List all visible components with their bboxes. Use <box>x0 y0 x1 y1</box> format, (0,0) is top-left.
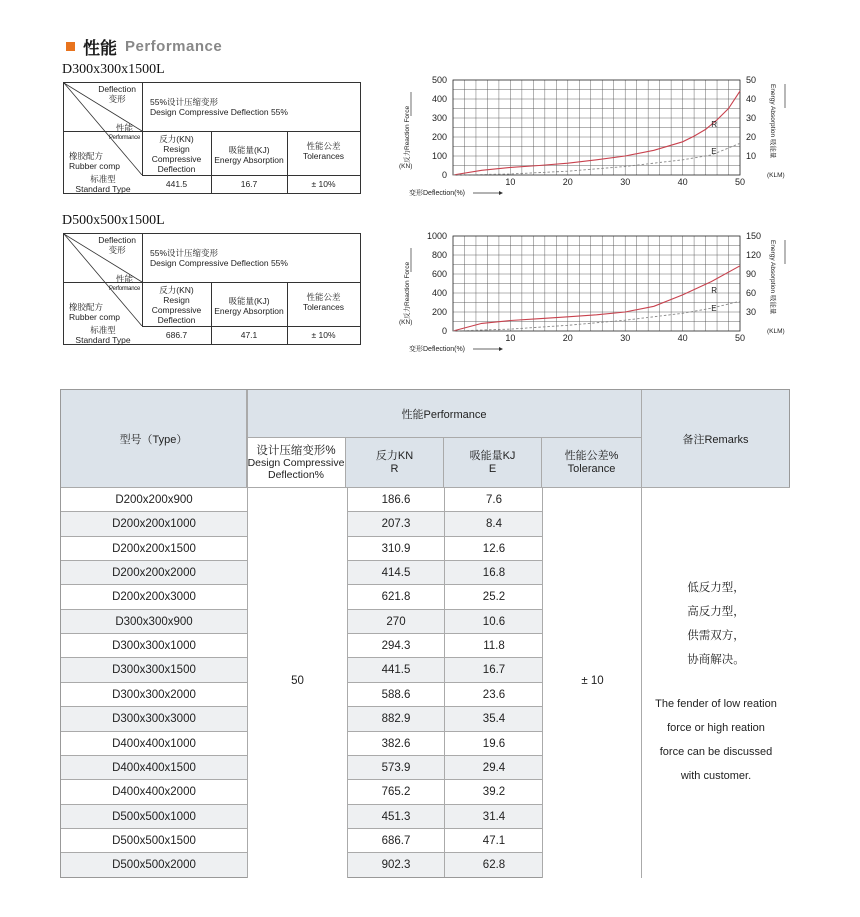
section-title-en: Performance <box>125 38 223 55</box>
performance-en: Performance <box>108 286 140 292</box>
model-title: D300x300x1500L <box>62 62 165 77</box>
remarks-en-line: force can be discussed <box>659 746 773 758</box>
x-tick-label: 30 <box>620 177 631 187</box>
performance-chart-d500 <box>395 228 795 358</box>
reaction-cell: 588.6 <box>346 683 445 707</box>
x-tick-label: 20 <box>562 177 573 187</box>
reaction-header-en2: Compressive <box>151 154 202 164</box>
x-tick-label: 40 <box>677 333 688 343</box>
y-tick-label: 0 <box>441 170 447 180</box>
y-axis-unit: (KN) <box>399 319 413 326</box>
remarks-zh-line: 高反力型， <box>687 606 745 618</box>
energy-header-zh: 吸能量(KJ) <box>228 145 270 155</box>
tolerance-header-en: Tolerances <box>302 302 345 312</box>
deflection-zh: 变形 <box>108 94 126 104</box>
header-remarks <box>641 390 789 487</box>
energy-cell: 10.6 <box>444 610 543 634</box>
x-axis-arrow-head-icon <box>499 347 503 351</box>
tolerance-value: ± 10% <box>311 179 336 189</box>
rubber-label <box>69 151 120 171</box>
header-performance <box>247 390 641 438</box>
reaction-header <box>142 285 211 325</box>
reaction-cell: 441.5 <box>346 658 445 682</box>
reaction-header-en3: Deflection <box>157 315 196 325</box>
diagonal-header <box>64 83 143 175</box>
energy-cell: 25.2 <box>444 585 543 609</box>
reaction-header-en1: Resign <box>163 295 190 305</box>
remarks-en-line: force or high reation <box>667 722 765 734</box>
y2-axis-label: Energy Absorption 吸能量 <box>769 240 776 315</box>
energy-cell: 16.7 <box>444 658 543 682</box>
y2-tick-label: 20 <box>746 132 757 142</box>
standard-label <box>64 325 142 345</box>
compressive-zh: 55%设计压缩变形 <box>150 97 219 107</box>
performance-label <box>109 123 140 143</box>
standard-label <box>64 174 142 194</box>
reaction-header <box>142 134 211 174</box>
series-label-R: R <box>711 286 718 296</box>
series-label-E: E <box>711 304 717 314</box>
model-title: D500x500x1500L <box>62 213 165 228</box>
rubber-zh: 橡胶配方 <box>69 151 104 161</box>
header-type-label: 型号（Type） <box>119 433 188 446</box>
remarks-zh-line: 协商解决。 <box>687 654 745 666</box>
remarks-zh-line: 供需双方， <box>687 630 745 642</box>
standard-zh: 标准型 <box>90 325 116 335</box>
y2-tick-label: 10 <box>746 151 757 161</box>
header-tolerance <box>542 438 641 487</box>
y-axis-label: 反力Reaction Force <box>404 261 411 319</box>
tolerance-header-zh: 性能公差 <box>306 141 341 151</box>
y2-tick-label: 50 <box>746 75 757 85</box>
energy-header-zh: 吸能量(KJ) <box>228 296 270 306</box>
performance-chart-d300 <box>395 72 795 202</box>
x-tick-label: 40 <box>677 177 688 187</box>
y-tick-label: 800 <box>431 250 447 260</box>
reaction-cell: 382.6 <box>346 732 445 756</box>
y-tick-label: 500 <box>431 75 447 85</box>
header-reaction <box>346 438 444 487</box>
type-cell: D200x200x1500 <box>112 542 196 555</box>
standard-zh: 标准型 <box>90 174 116 184</box>
header-type <box>61 390 247 487</box>
y2-tick-label: 90 <box>746 269 757 279</box>
compressive-label <box>150 248 288 268</box>
type-cell: D200x200x2000 <box>112 567 196 580</box>
reaction-cell: 294.3 <box>346 634 445 658</box>
reaction-value: 686.7 <box>165 330 188 340</box>
header-energy <box>444 438 542 487</box>
y2-tick-label: 60 <box>746 288 757 298</box>
header-deflection-zh: 设计压缩变形% <box>256 444 336 457</box>
x-tick-label: 10 <box>505 177 516 187</box>
y-tick-label: 300 <box>431 113 447 123</box>
tolerance-value: ± 10 <box>581 675 604 687</box>
y-tick-label: 400 <box>431 94 447 104</box>
energy-cell: 11.8 <box>444 634 543 658</box>
x-axis-label: 变形Deflection(%) <box>409 346 466 353</box>
energy-cell: 16.8 <box>444 561 543 585</box>
y-tick-label: 100 <box>431 151 447 161</box>
series-line-R <box>453 91 740 175</box>
rubber-label <box>69 302 120 322</box>
y2-tick-label: 30 <box>746 307 757 317</box>
merged-tolerance-cell <box>542 487 642 878</box>
tolerance-header-en: Tolerances <box>302 151 345 161</box>
energy-cell: 8.4 <box>444 512 543 536</box>
compressive-label <box>150 97 288 117</box>
tolerance-value: ± 10% <box>311 330 336 340</box>
deflection-value: 50 <box>291 675 304 687</box>
deflection-en: Deflection <box>98 84 136 94</box>
reaction-cell: 882.9 <box>346 707 445 731</box>
spec-table <box>63 233 361 345</box>
deflection-label <box>98 235 136 255</box>
type-cell: D400x400x1500 <box>112 761 196 774</box>
performance-table <box>60 389 790 878</box>
remarks-en-line: with customer. <box>680 770 752 782</box>
reaction-cell: 207.3 <box>346 512 445 536</box>
energy-cell: 35.4 <box>444 707 543 731</box>
x-axis-arrow-head-icon <box>499 191 503 195</box>
type-cell: D300x300x900 <box>115 615 193 628</box>
header-energy-en: E <box>488 462 497 475</box>
y2-axis-unit: (KLM) <box>767 172 785 179</box>
spec-row-standard <box>64 326 360 344</box>
tolerance-header <box>287 292 360 312</box>
reaction-value: 441.5 <box>165 179 188 189</box>
header-deflection <box>247 438 346 487</box>
y-axis-unit: (KN) <box>399 163 413 170</box>
x-tick-label: 20 <box>562 333 573 343</box>
energy-header-en: Energy Absorption <box>214 155 284 165</box>
header-reaction-zh: 反力KN <box>375 449 414 462</box>
y-tick-label: 400 <box>431 288 447 298</box>
y2-tick-label: 30 <box>746 113 757 123</box>
compressive-zh: 55%设计压缩变形 <box>150 248 219 258</box>
divider <box>247 390 248 487</box>
type-cell: D300x300x1500 <box>112 664 196 677</box>
energy-cell: 7.6 <box>444 488 543 512</box>
performance-en: Performance <box>108 135 140 141</box>
type-cell: D400x400x1000 <box>112 737 196 750</box>
type-cell: D500x500x2000 <box>112 859 196 872</box>
remarks-zh <box>642 576 790 672</box>
header-energy-zh: 吸能量KJ <box>469 449 516 462</box>
deflection-label <box>98 84 136 104</box>
y-tick-label: 200 <box>431 132 447 142</box>
series-label-R: R <box>711 119 718 129</box>
energy-header <box>211 145 287 165</box>
y-tick-label: 0 <box>441 326 447 336</box>
y-tick-label: 600 <box>431 269 447 279</box>
standard-en: Standard Type <box>75 184 131 194</box>
spec-row-columns <box>142 131 360 176</box>
tolerance-header-zh: 性能公差 <box>306 292 341 302</box>
y2-tick-label: 40 <box>746 94 757 104</box>
reaction-cell: 573.9 <box>346 756 445 780</box>
energy-cell: 31.4 <box>444 805 543 829</box>
energy-cell: 12.6 <box>444 537 543 561</box>
series-line-E <box>453 143 740 175</box>
header-tolerance-zh: 性能公差% <box>564 449 619 462</box>
energy-cell: 47.1 <box>444 829 543 853</box>
reaction-cell: 310.9 <box>346 537 445 561</box>
energy-value: 47.1 <box>240 330 258 340</box>
reaction-header-en2: Compressive <box>151 305 202 315</box>
performance-zh: 性能 <box>115 274 133 284</box>
orange-square-icon <box>66 42 75 51</box>
section-title-zh: 性能 <box>83 39 117 58</box>
x-tick-label: 30 <box>620 333 631 343</box>
remarks-en <box>642 692 790 788</box>
type-cell: D300x300x2000 <box>112 688 196 701</box>
reaction-header-en1: Resign <box>163 144 190 154</box>
y-axis-label: 反力Reaction Force <box>404 105 411 163</box>
reaction-cell: 414.5 <box>346 561 445 585</box>
y2-axis-label: Energy Absorption 吸能量 <box>769 84 776 159</box>
chart-svg <box>395 72 795 202</box>
reaction-header-zh: 反力(KN) <box>159 134 194 144</box>
energy-cell: 39.2 <box>444 780 543 804</box>
energy-header-en: Energy Absorption <box>214 306 284 316</box>
header-tolerance-en: Tolerance <box>567 462 616 475</box>
reaction-cell: 270 <box>346 610 445 634</box>
y-tick-label: 1000 <box>426 231 447 241</box>
series-line-R <box>453 266 740 331</box>
reaction-cell: 451.3 <box>346 805 445 829</box>
x-axis-label: 变形Deflection(%) <box>409 190 466 197</box>
type-cell: D200x200x1000 <box>112 518 196 531</box>
deflection-zh: 变形 <box>108 245 126 255</box>
type-cell: D200x200x3000 <box>112 591 196 604</box>
x-tick-label: 50 <box>734 333 746 343</box>
header-deflection-en1: Design Compressive <box>247 456 345 469</box>
spec-row-columns <box>142 282 360 327</box>
series-line-E <box>453 301 740 331</box>
standard-en: Standard Type <box>75 335 131 345</box>
series-label-E: E <box>711 146 717 156</box>
y-tick-label: 200 <box>431 307 447 317</box>
x-tick-label: 10 <box>505 333 516 343</box>
remarks-zh-line: 低反力型， <box>687 582 745 594</box>
spec-table <box>63 82 361 194</box>
reaction-header-en3: Deflection <box>157 164 196 174</box>
reaction-cell: 186.6 <box>346 488 445 512</box>
reaction-header-zh: 反力(KN) <box>159 285 194 295</box>
energy-cell: 29.4 <box>444 756 543 780</box>
y2-tick-label: 120 <box>746 250 762 260</box>
performance-label <box>109 274 140 294</box>
type-cell: D500x500x1000 <box>112 810 196 823</box>
section-header <box>66 34 222 59</box>
deflection-en: Deflection <box>98 235 136 245</box>
remarks-cell <box>641 487 790 878</box>
y2-axis-unit: (KLM) <box>767 328 785 335</box>
header-remarks-label: 备注Remarks <box>682 433 749 446</box>
header-performance-label: 性能Performance <box>401 408 487 421</box>
reaction-cell: 686.7 <box>346 829 445 853</box>
reaction-cell: 765.2 <box>346 780 445 804</box>
tolerance-header <box>287 141 360 161</box>
energy-cell: 62.8 <box>444 853 543 877</box>
type-cell: D200x200x900 <box>115 494 193 506</box>
rubber-en: Rubber comp <box>69 312 121 322</box>
header-deflection-en2: Deflection% <box>267 468 325 481</box>
energy-cell: 19.6 <box>444 732 543 756</box>
energy-cell: 23.6 <box>444 683 543 707</box>
header-reaction-en: R <box>390 462 399 475</box>
compressive-en: Design Compressive Deflection 55% <box>150 107 288 117</box>
type-cell: D300x300x1000 <box>112 640 196 653</box>
type-cell: D300x300x3000 <box>112 713 196 726</box>
rubber-zh: 橡胶配方 <box>69 302 104 312</box>
performance-zh: 性能 <box>115 123 133 133</box>
type-cell: D400x400x2000 <box>112 786 196 799</box>
energy-header <box>211 296 287 316</box>
chart-svg <box>395 228 795 358</box>
merged-deflection-cell <box>247 487 348 878</box>
diagonal-header <box>64 234 143 326</box>
rubber-en: Rubber comp <box>69 161 121 171</box>
x-tick-label: 50 <box>734 177 746 187</box>
spec-row-standard <box>64 175 360 193</box>
reaction-cell: 621.8 <box>346 585 445 609</box>
type-cell: D500x500x1500 <box>112 834 196 847</box>
energy-value: 16.7 <box>240 179 258 189</box>
y2-tick-label: 150 <box>746 231 762 241</box>
reaction-cell: 902.3 <box>346 853 445 877</box>
compressive-en: Design Compressive Deflection 55% <box>150 258 288 268</box>
remarks-en-line: The fender of low reation <box>655 698 777 710</box>
